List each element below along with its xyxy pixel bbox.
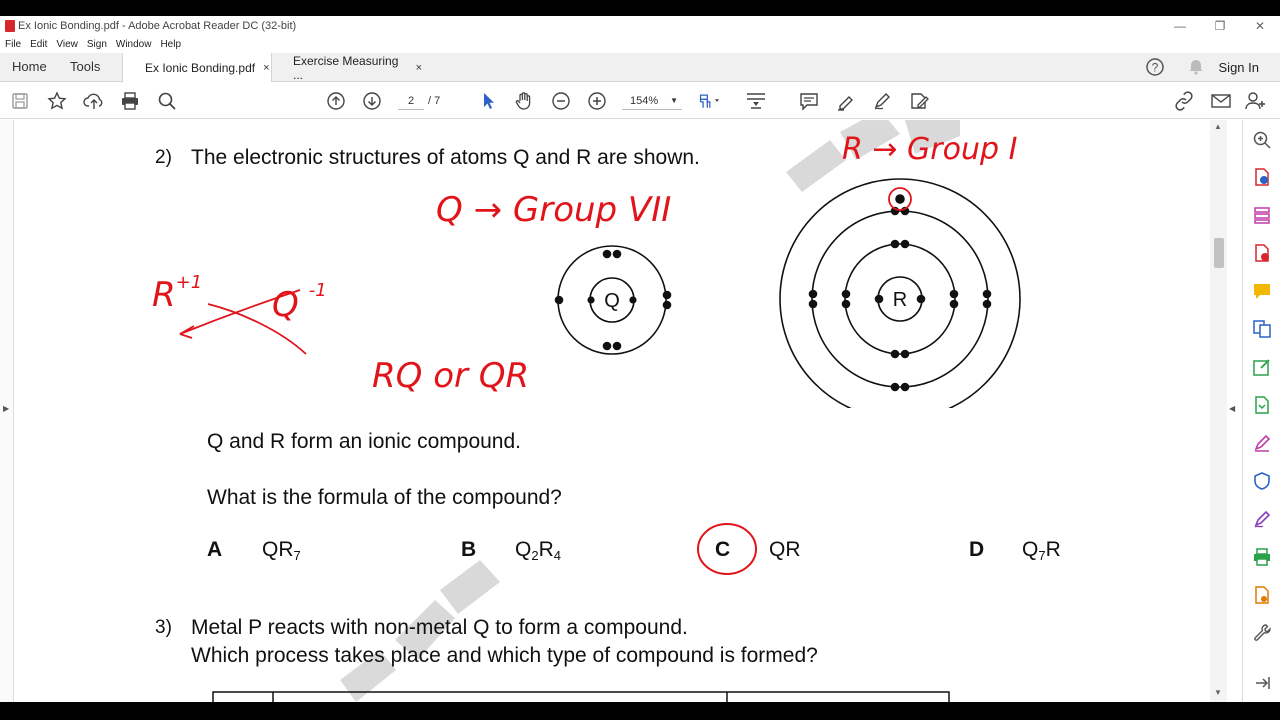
- draw-icon[interactable]: [871, 90, 893, 112]
- option-a-letter: A: [207, 538, 223, 561]
- close-tab-icon[interactable]: ×: [263, 62, 270, 74]
- page-up-icon[interactable]: [325, 90, 347, 112]
- sign-in-button[interactable]: Sign In: [1218, 59, 1259, 75]
- atom-q-label: Q: [604, 290, 620, 312]
- tab-ex-ionic-bonding[interactable]: [122, 53, 272, 83]
- menu-edit[interactable]: Edit: [30, 39, 48, 50]
- option-d-letter: D: [969, 538, 985, 561]
- option-b-formula: $Q_2R_4$: [515, 538, 562, 563]
- tab-home[interactable]: Home: [12, 59, 47, 74]
- title-bar: [0, 16, 1280, 36]
- atom-q-diagram: [540, 238, 690, 368]
- tools-pane: [1242, 120, 1280, 702]
- comment-icon[interactable]: [798, 90, 820, 112]
- svg-text:?: ?: [1151, 60, 1158, 75]
- page-number-input[interactable]: 2: [398, 92, 424, 110]
- option-b-letter: B: [461, 538, 477, 561]
- annotation-r-group: R → Group I: [842, 132, 1018, 167]
- screen-top-bar: [0, 0, 1280, 16]
- menu-bar: [0, 36, 1280, 53]
- zoom-in-icon[interactable]: [586, 90, 608, 112]
- compress-icon[interactable]: [1251, 394, 1273, 416]
- maximize-button[interactable]: ❐: [1214, 19, 1226, 33]
- combine-icon[interactable]: [1251, 318, 1273, 340]
- help-icon[interactable]: [1145, 57, 1165, 77]
- annotation-q-group: Q → Group VII: [436, 190, 672, 230]
- toolbar: [0, 82, 1280, 119]
- atom-r-diagram: [770, 178, 1030, 408]
- minimize-button[interactable]: —: [1174, 19, 1186, 33]
- protect-icon[interactable]: [1251, 470, 1273, 492]
- more-tools-icon[interactable]: [1251, 584, 1273, 606]
- question-2-number: 2): [155, 147, 172, 168]
- q-ion-symbol: Q: [272, 285, 299, 325]
- menu-help[interactable]: Help: [160, 39, 182, 50]
- question-2-statement: Q and R form an ionic compound.: [207, 430, 521, 453]
- option-c-letter: C: [715, 538, 731, 561]
- vertical-scrollbar[interactable]: [1210, 120, 1227, 702]
- menu-sign[interactable]: Sign: [86, 39, 107, 50]
- q-ion-charge: -1: [308, 280, 327, 301]
- document-view[interactable]: [0, 120, 1242, 702]
- create-pdf-icon[interactable]: [1251, 242, 1273, 264]
- tab-exercise-measuring[interactable]: [276, 53, 422, 82]
- scroll-down-icon[interactable]: ▼: [1214, 688, 1222, 697]
- page-fit-icon[interactable]: [698, 90, 720, 112]
- scroll-up-icon[interactable]: ▲: [1214, 122, 1222, 131]
- highlight-icon[interactable]: [834, 90, 856, 112]
- zoom-value: 154%: [630, 95, 659, 107]
- organize-icon[interactable]: [1251, 204, 1273, 226]
- question-3-number: 3): [155, 617, 172, 638]
- hand-icon[interactable]: [513, 90, 535, 112]
- question-2-text: The electronic structures of atoms Q and R are shown.: [191, 146, 700, 169]
- answer-table-top: [212, 690, 952, 702]
- search-zoom-icon[interactable]: [1251, 129, 1273, 151]
- print-icon[interactable]: [119, 90, 141, 112]
- page-total: / 7: [428, 95, 441, 107]
- export-pdf-icon[interactable]: [1251, 166, 1273, 188]
- tab-label: Exercise Measuring ...: [293, 53, 399, 82]
- select-arrow-icon[interactable]: [477, 90, 499, 112]
- question-3-line-2: Which process takes place and which type of compound is formed?: [191, 644, 818, 667]
- question-2-prompt: What is the formula of the compound?: [207, 486, 562, 509]
- upload-cloud-icon[interactable]: [83, 90, 105, 112]
- close-button[interactable]: ✕: [1254, 19, 1266, 33]
- sign-tool-icon[interactable]: [1251, 508, 1273, 530]
- atom-r-label: R: [892, 289, 908, 311]
- edit-pdf-icon[interactable]: [1251, 356, 1273, 378]
- print-production-icon[interactable]: [1251, 546, 1273, 568]
- comment-tool-icon[interactable]: [1251, 280, 1273, 302]
- menu-file[interactable]: File: [5, 39, 22, 50]
- scroll-mode-icon[interactable]: [745, 90, 767, 112]
- chevron-down-icon: ▼: [670, 96, 678, 105]
- tab-tools[interactable]: Tools: [70, 59, 101, 74]
- option-d-formula: $Q_7R$: [1022, 538, 1061, 563]
- bookmark-star-icon[interactable]: [46, 90, 68, 112]
- menu-view[interactable]: View: [56, 39, 78, 50]
- r-ion-charge: +1: [175, 272, 203, 293]
- tab-label: Ex Ionic Bonding.pdf: [145, 61, 256, 75]
- save-icon[interactable]: [9, 90, 31, 112]
- option-c-formula: QR: [769, 538, 801, 561]
- zoom-out-icon[interactable]: [550, 90, 572, 112]
- question-3-line-1: Metal P reacts with non-metal Q to form a compound.: [191, 616, 688, 639]
- add-user-icon[interactable]: [1245, 90, 1267, 112]
- collapse-pane-arrow-icon[interactable]: ◀: [1229, 404, 1236, 413]
- share-link-icon[interactable]: [1173, 90, 1195, 112]
- screen-bottom-bar: [0, 702, 1280, 720]
- collapse-pane-icon[interactable]: [1251, 672, 1273, 694]
- zoom-select[interactable]: [622, 92, 682, 110]
- fill-sign-tool-icon[interactable]: [1251, 432, 1273, 454]
- search-icon[interactable]: [156, 90, 178, 112]
- r-ion-symbol: R: [152, 275, 176, 315]
- bell-icon[interactable]: [1187, 58, 1205, 76]
- menu-window[interactable]: Window: [115, 39, 152, 50]
- annotation-formula: RQ or QR: [372, 356, 530, 396]
- acrobat-icon: [5, 20, 15, 32]
- window-title: Ex Ionic Bonding.pdf - Adobe Acrobat Reader DC (32-bit): [18, 20, 297, 32]
- cross-arrow-annotation: [170, 282, 320, 362]
- close-tab-icon[interactable]: ×: [415, 61, 422, 74]
- page-down-icon[interactable]: [361, 90, 383, 112]
- expand-arrow-icon: ▶: [3, 404, 10, 413]
- tab-bar: [0, 53, 1280, 82]
- scroll-thumb[interactable]: [1214, 238, 1224, 268]
- tools-wrench-icon[interactable]: [1251, 622, 1273, 644]
- email-icon[interactable]: [1210, 90, 1232, 112]
- fill-sign-icon[interactable]: [908, 90, 930, 112]
- option-a-formula: $QR_7$: [262, 538, 301, 563]
